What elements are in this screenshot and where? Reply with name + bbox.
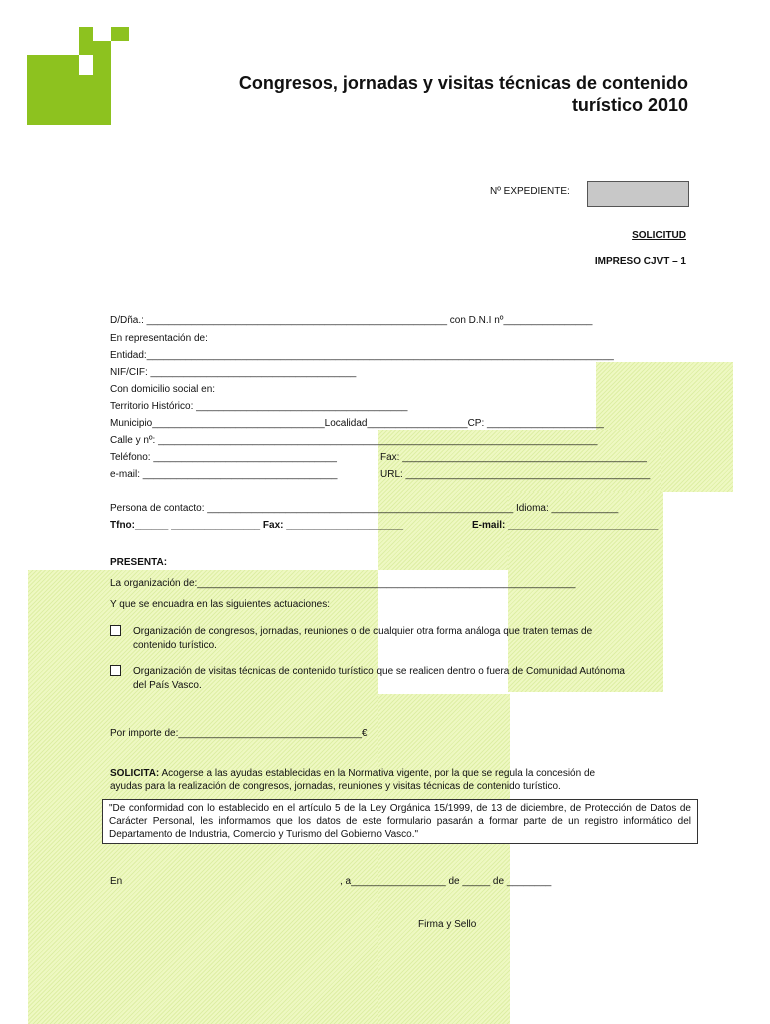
impreso-code: IMPRESO CJVT – 1 <box>594 256 686 267</box>
email-field[interactable]: e-mail: ___________________________________ <box>110 469 338 480</box>
municipio-field[interactable]: Municipio_______________________________Localidad__________________CP: _____________________ <box>110 418 604 429</box>
tfno-fax-field[interactable]: Tfno:______ ________________ Fax: _____________________ <box>110 520 404 531</box>
legal-notice: "De conformidad con lo establecido en el artículo 5 de la Ley Orgánica 15/1999, de 13 de diciembre, de Protección de Datos de Carácter Personal, les informamos que los datos de este formulario pasarán a formar parte de un registro informático del Departamento de Industria, Comercio y Turismo del Gobierno Vasco." <box>102 799 698 844</box>
solicita-line2: ayudas para la realización de congresos, jornadas, reuniones y visitas técnicas de contenido turístico. <box>110 781 561 792</box>
importe-field[interactable]: Por importe de:_________________________________€ <box>110 728 368 739</box>
logo-block-corner <box>111 27 129 41</box>
option-congresos-line2: contenido turístico. <box>133 640 217 651</box>
firma-sello-label: Firma y Sello <box>418 919 477 930</box>
calle-field[interactable]: Calle y nº: _______________________________________________________________________________ <box>110 435 598 446</box>
territorio-field[interactable]: Territorio Histórico: ______________________________________ <box>110 401 408 412</box>
entidad-field[interactable]: Entidad:____________________________________________________________________________________ <box>110 350 614 361</box>
fecha-field[interactable]: , a_________________ de _____ de ________ <box>340 876 552 887</box>
domicilio-label: Con domicilio social en: <box>110 384 216 395</box>
representacion-label: En representación de: <box>110 333 208 344</box>
hatch-panel-bottom-center <box>378 694 510 1024</box>
option-visitas-checkbox[interactable] <box>110 665 121 676</box>
title-line-2: turístico 2010 <box>571 95 688 115</box>
solicita-text-1: Acogerse a las ayudas establecidas en la Normativa vigente, por la que se regula la concesión de <box>159 768 596 779</box>
telefono-field[interactable]: Teléfono: _________________________________ <box>110 452 337 463</box>
solicitud-heading: SOLICITUD <box>632 230 686 241</box>
en-label: En <box>110 876 123 887</box>
page-title <box>128 72 688 116</box>
logo-notch <box>79 55 93 75</box>
logo-block-right <box>93 41 111 75</box>
logo-block-main <box>27 55 79 125</box>
dona-field[interactable]: D/Dña.: ______________________________________________________ con D.N.I nº________________ <box>110 315 593 326</box>
option-congresos-checkbox[interactable] <box>110 625 121 636</box>
expediente-label: Nº EXPEDIENTE: <box>490 186 570 197</box>
contact-email-field[interactable]: E-mail: ___________________________ <box>472 520 659 531</box>
fax-field[interactable]: Fax: ____________________________________________ <box>380 452 647 463</box>
solicita-heading: SOLICITA: <box>110 768 160 779</box>
presenta-heading: PRESENTA: <box>110 557 168 568</box>
url-field[interactable]: URL: ____________________________________________ <box>380 469 651 480</box>
option-visitas-line2: del País Vasco. <box>133 680 202 691</box>
persona-contacto-field[interactable]: Persona de contacto: _______________________________________________________ Idioma: ____________ <box>110 503 619 514</box>
logo-block-top <box>79 27 93 55</box>
expediente-field[interactable] <box>587 181 689 207</box>
option-visitas-line1: Organización de visitas técnicas de contenido turístico que se realicen dentro o fuera de Comunidad Autónoma <box>133 666 625 677</box>
solicita-line1 <box>110 768 595 780</box>
option-congresos-line1: Organización de congresos, jornadas, reuniones o de cualquier otra forma análoga que traten temas de <box>133 626 593 637</box>
encuadra-label: Y que se encuadra en las siguientes actuaciones: <box>110 599 330 610</box>
nif-field[interactable]: NIF/CIF: _____________________________________ <box>110 367 357 378</box>
organizacion-field[interactable]: La organización de:____________________________________________________________________ <box>110 578 576 589</box>
hatch-panel-right-mid <box>661 430 733 492</box>
title-line-1: Congresos, jornadas y visitas técnicas de contenido <box>238 73 688 93</box>
hatch-panel-left <box>28 570 378 1024</box>
logo-block-lower <box>79 75 111 125</box>
